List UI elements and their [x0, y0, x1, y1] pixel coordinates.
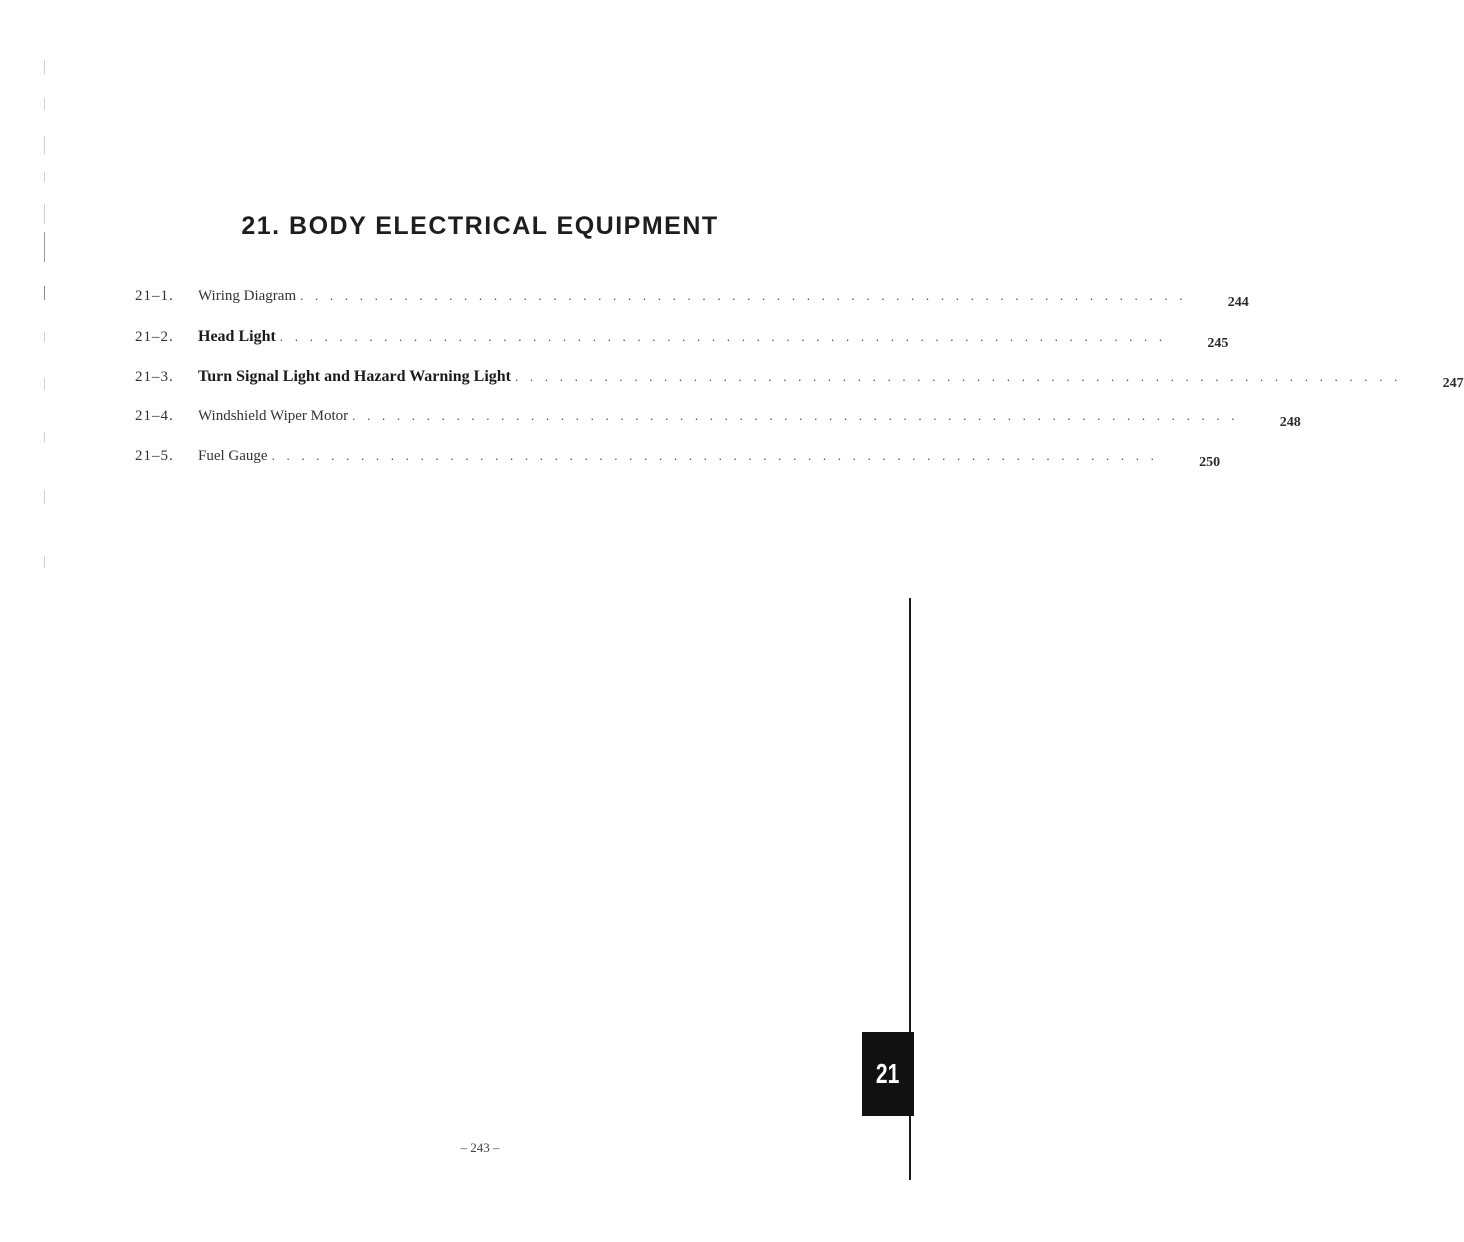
toc-dot-leader: . . . . . . . . . . . . . . . . . . . . . . . . . . . . . . . . . . . . . . . . . . . . . . . . . . . . . . . . . . . .	[279, 329, 1167, 344]
page-number: – 243 –	[460, 1140, 500, 1155]
toc-entry-number: 21–2.	[135, 329, 174, 345]
toc-entry[interactable]	[135, 368, 1464, 408]
toc-dot-leader: . . . . . . . . . . . . . . . . . . . . . . . . . . . . . . . . . . . . . . . . . . . . . . . . . . . . . . . . . . . .	[515, 369, 1402, 384]
table-of-contents	[135, 288, 1464, 488]
toc-entry-number: 21–5.	[135, 448, 174, 464]
toc-entry-page: 245	[1207, 336, 1229, 351]
thumb-index-tab[interactable]	[862, 1032, 914, 1116]
toc-entry-label: Turn Signal Light and Hazard Warning Light	[198, 368, 511, 385]
toc-dot-leader: . . . . . . . . . . . . . . . . . . . . . . . . . . . . . . . . . . . . . . . . . . . . . . . . . . . . . . . . . . . .	[352, 408, 1239, 423]
toc-entry[interactable]	[135, 448, 1221, 488]
toc-entry-label: Windshield Wiper Motor	[198, 408, 349, 424]
toc-entry-label: Wiring Diagram	[198, 288, 297, 304]
toc-dot-leader: . . . . . . . . . . . . . . . . . . . . . . . . . . . . . . . . . . . . . . . . . . . . . . . . . . . . . . . . . . . .	[271, 448, 1159, 463]
toc-entry-page: 250	[1199, 455, 1221, 470]
section-title: 21. BODY ELECTRICAL EQUIPMENT	[241, 212, 719, 240]
toc-entry-label: Head Light	[198, 328, 276, 345]
toc-entry-number: 21–1.	[135, 288, 174, 304]
toc-entry-page: 248	[1279, 415, 1301, 430]
toc-entry-number: 21–4.	[135, 408, 174, 424]
toc-entry-page: 244	[1227, 295, 1249, 310]
thumb-index-label: 21	[876, 1058, 900, 1089]
toc-dot-leader: . . . . . . . . . . . . . . . . . . . . . . . . . . . . . . . . . . . . . . . . . . . . . . . . . . . . . . . . . . . .	[300, 288, 1187, 303]
toc-entry-number: 21–3.	[135, 369, 174, 385]
scan-margin-marks	[44, 60, 56, 620]
toc-entry[interactable]	[135, 328, 1229, 368]
toc-entry[interactable]	[135, 288, 1249, 328]
toc-entry-label: Fuel Gauge	[198, 448, 268, 464]
toc-entry-page: 247	[1442, 376, 1464, 391]
toc-entry[interactable]	[135, 408, 1301, 448]
